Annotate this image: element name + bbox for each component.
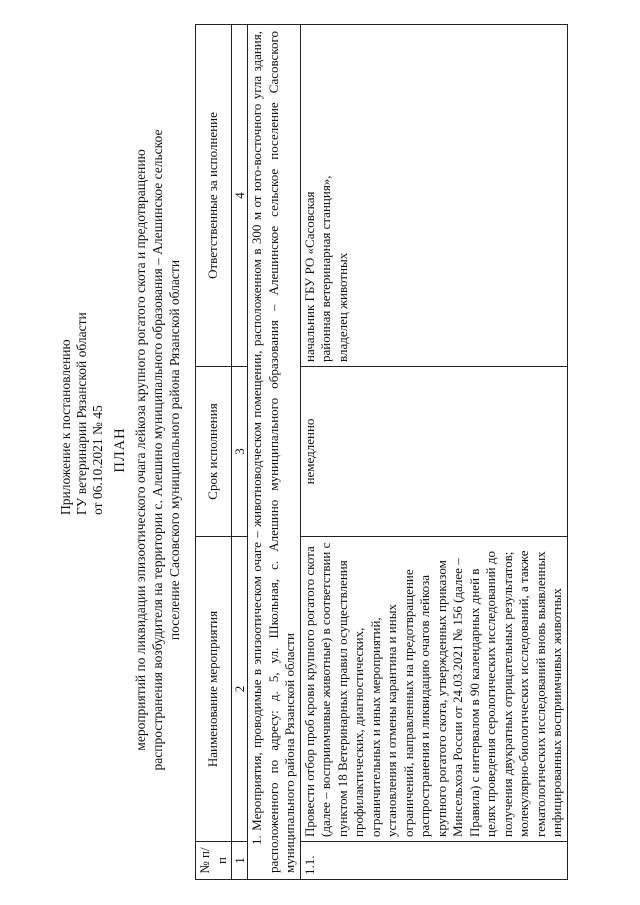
- measure-line: профилактических, диагностических,: [351, 627, 366, 837]
- column-number: 2: [232, 537, 248, 842]
- measure-line: ограничений, направленных на предотвращение: [400, 569, 416, 837]
- measure-line: ограничительных и иных мероприятий,: [367, 617, 383, 837]
- document-title: [112, 75, 183, 825]
- title-line-2: распространения возбудителя на территории с. Алешино муниципального образования – Алешинское сельское: [150, 129, 165, 771]
- measure-line: Минсельхоза России от 24.03.2021 № 156 (далее –: [450, 558, 465, 837]
- measure-line: распространения и ликвидацию очагов лейкоза: [417, 574, 432, 837]
- column-number-row: [232, 25, 248, 880]
- row-number: 1.1.: [300, 842, 567, 880]
- table-row: [300, 25, 567, 880]
- measure-line: целях проведения серологических исследований до: [483, 551, 498, 837]
- section-row: [248, 25, 301, 880]
- measure-line: Провести отбор проб крови крупного рогатого скота: [301, 546, 317, 837]
- column-number: 3: [232, 367, 248, 537]
- measure-line: гематологических исследований вновь выявленных: [532, 551, 548, 837]
- header-deadline: Срок исполнения: [196, 367, 232, 537]
- measure-line: Правила) с интервалом в 90 календарных дней в: [466, 568, 482, 837]
- measure-line: пунктом 18 Ветеринарных правил осуществления: [334, 560, 350, 837]
- measure-line: молекулярно-биологических исследований, а также: [516, 550, 531, 837]
- responsible-line: начальник ГБУ РО «Сасовская: [301, 191, 317, 362]
- title-line-3: поселение Сасовского муниципального района Рязанской области: [167, 259, 182, 641]
- title-heading: ПЛАН: [112, 427, 128, 473]
- approval-line-3: от 06.10.2021 № 45: [90, 405, 105, 515]
- measure-line: инфицированных восприимчивых животных: [549, 588, 564, 837]
- measure-line: получения двукратных отрицательных результатов;: [499, 551, 515, 837]
- measure-cell: [300, 537, 567, 842]
- measure-line: установления и отмены карантина и иных: [384, 604, 399, 837]
- deadline-cell: немедленно: [300, 367, 567, 537]
- column-number: 1: [232, 842, 248, 880]
- responsible-cell: [300, 25, 567, 367]
- measure-line: (далее – восприимчивые животные) в соответствии с: [318, 542, 333, 837]
- table-header-row: [196, 25, 232, 880]
- section-title: 1. Мероприятия, проводимые в эпизоотическом очаге – животноводческом помещении, расположенном в 300 м от юго-восточного угла здания, расположенного по адресу: д. 5, ул. Школьная, с. Алешино муниципального образования – Алешинское сельское поселение Сасовского муниципального района Рязанской области: [249, 31, 297, 873]
- approval-stamp: [58, 175, 106, 515]
- title-line-1: мероприятий по ликвидации эпизоотического очага лейкоза крупного рогатого скота и предотвращению: [133, 149, 148, 751]
- header-responsible: Ответственные за исполнение: [196, 25, 232, 367]
- measure-line: крупного рогатого скота, утвержденных приказом: [433, 560, 449, 837]
- header-measure: Наименование мероприятия: [196, 537, 232, 842]
- header-number: № п/п: [196, 842, 232, 880]
- approval-line-1: Приложение к постановлению: [58, 339, 73, 515]
- responsible-line: районная ветеринарная станция»,: [318, 175, 333, 362]
- plan-table: [195, 24, 568, 880]
- responsible-line: владелец животных: [334, 252, 350, 362]
- approval-line-2: ГУ ветеринарии Рязанской области: [74, 312, 89, 515]
- column-number: 4: [232, 25, 248, 367]
